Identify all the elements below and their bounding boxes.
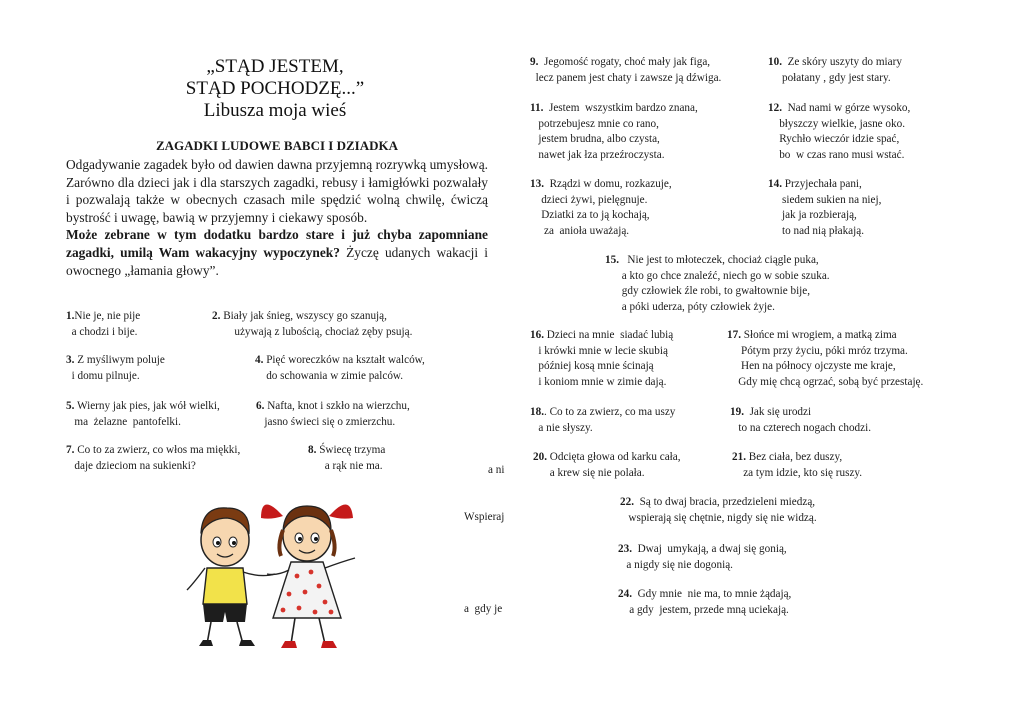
page-title xyxy=(170,56,380,122)
riddle-9: 9. Jegomość rogaty, choć mały jak figa, lecz panem jest chaty i zawsze ją dźwiga. xyxy=(530,56,722,84)
girl-figure xyxy=(261,505,355,648)
riddle-20: 20. Odcięta głowa od karku cała, a krew się nie polała. xyxy=(533,451,681,479)
riddle-23: 23. Dwaj umykają, a dwaj się gonią, a nigdy się nie dogonią. xyxy=(618,543,787,571)
fragment-text-2: Wspieraj xyxy=(464,511,505,523)
riddle-10: 10. Ze skóry uszyty do miary połatany , gdy jest stary. xyxy=(768,56,902,84)
fragment-text-1: a ni xyxy=(488,464,505,476)
riddle-8: 8. Świecę trzyma a rąk nie ma. xyxy=(308,444,386,472)
riddle-3: 3. Z myśliwym poluje i domu pilnuje. xyxy=(66,354,165,382)
riddle-18: 18.. Co to za zwierz, co ma uszy a nie słyszy. xyxy=(530,406,676,434)
section-heading: ZAGADKI LUDOWE BABCI I DZIADKA xyxy=(156,138,398,153)
riddle-17: 17. Słońce mi wrogiem, a matką zima Pótym przy życiu, póki mróz trzyma. Hen na północy ojczyste me kraje, Gdy mię chcą ogrzać, sobą być przestaję. xyxy=(727,329,924,388)
riddle-15: 15. Nie jest to młoteczek, chociaż ciągle puka, a kto go chce znaleźć, niech go w sobie szuka. gdy człowiek źle robi, to gwałtownie bije, a póki uderza, póty człowiek żyje. xyxy=(605,254,830,313)
riddle-13: 13. Rządzi w domu, rozkazuje, dzieci żywi, pielęgnuje. Dziatki za to ją kochają, za anioła uważają. xyxy=(530,178,672,237)
fragment-text-3: a gdy je xyxy=(464,603,503,615)
title-line-1: „STĄD JESTEM, xyxy=(206,56,344,77)
riddle-21: 21. Bez ciała, bez duszy, za tym idzie, kto się ruszy. xyxy=(732,451,863,479)
intro-closing: Życzę udanych wakacji i owocnego „łamania głowy”. xyxy=(66,244,488,278)
riddle-12: 12. Nad nami w górze wysoko, błyszczy wielkie, jasne oko. Rychło wieczór idzie spać, bo w czas rano musi wstać. xyxy=(768,102,911,161)
riddle-19: 19. Jak się urodzi to na czterech nogach chodzi. xyxy=(730,406,872,434)
riddle-7: 7. Co to za zwierz, co włos ma miękki, daje dzieciom na sukienki? xyxy=(66,444,241,472)
intro-paragraph xyxy=(66,156,488,279)
riddle-6: 6. Nafta, knot i szkło na wierzchu, jasno świeci się o zmierzchu. xyxy=(256,400,410,428)
riddle-5: 5. Wierny jak pies, jak wół wielki, ma żelazne pantofelki. xyxy=(66,400,220,428)
riddle-4: 4. Pięć woreczków na kształt walców, do schowania w zimie palców. xyxy=(255,354,425,382)
title-line-3: Libusza moja wieś xyxy=(203,100,347,121)
riddle-1: 1.Nie je, nie pije a chodzi i bije. xyxy=(66,310,141,338)
riddle-22: 22. Są to dwaj bracia, przedzieleni miedzą, wspierają się chętnie, nigdy się nie widzą. xyxy=(620,496,817,524)
boy-figure xyxy=(187,508,275,646)
riddle-14: 14. Przyjechała pani, siedem sukien na niej, jak ja rozbierają, to nad nią płakają. xyxy=(768,178,882,237)
intro-text: Odgadywanie zagadek było od dawien dawna przyjemną rozrywką umysłową. Zarówno dla dzieci jak i dla starszych zagadki, rebusy i łamigłówki pozwalały i pozwalają także w obecnych czasach mile spędzić wolną chwilę, ćwiczą bystrość i uwagę, bawią w przyjemny i ciekawy sposób. xyxy=(66,157,488,225)
riddle-2: 2. Biały jak śnieg, wszyscy go szanują, używają z lubością, chociaż zęby psują. xyxy=(212,310,413,338)
intro-bold-text: Może zebrane w tym dodatku bardzo stare i już chyba zapomniane zagadki, umilą Wam wakacyjny wypoczynek? xyxy=(66,227,488,260)
riddle-16: 16. Dzieci na mnie siadać lubią i krówki mnie w lecie skubią później kosą mnie ścinają i koniom mnie w zimie dają. xyxy=(530,329,674,388)
riddle-11: 11. Jestem wszystkim bardzo znana, potrzebujesz mnie co rano, jestem brudna, albo czysta, nawet jak łza przeźroczysta. xyxy=(530,102,698,161)
title-line-2: STĄD POCHODZĘ...” xyxy=(185,78,365,99)
riddle-24: 24. Gdy mnie nie ma, to mnie żądają, a gdy jestem, przede mną uciekają. xyxy=(618,588,792,616)
children-dancing-icon xyxy=(165,488,375,658)
